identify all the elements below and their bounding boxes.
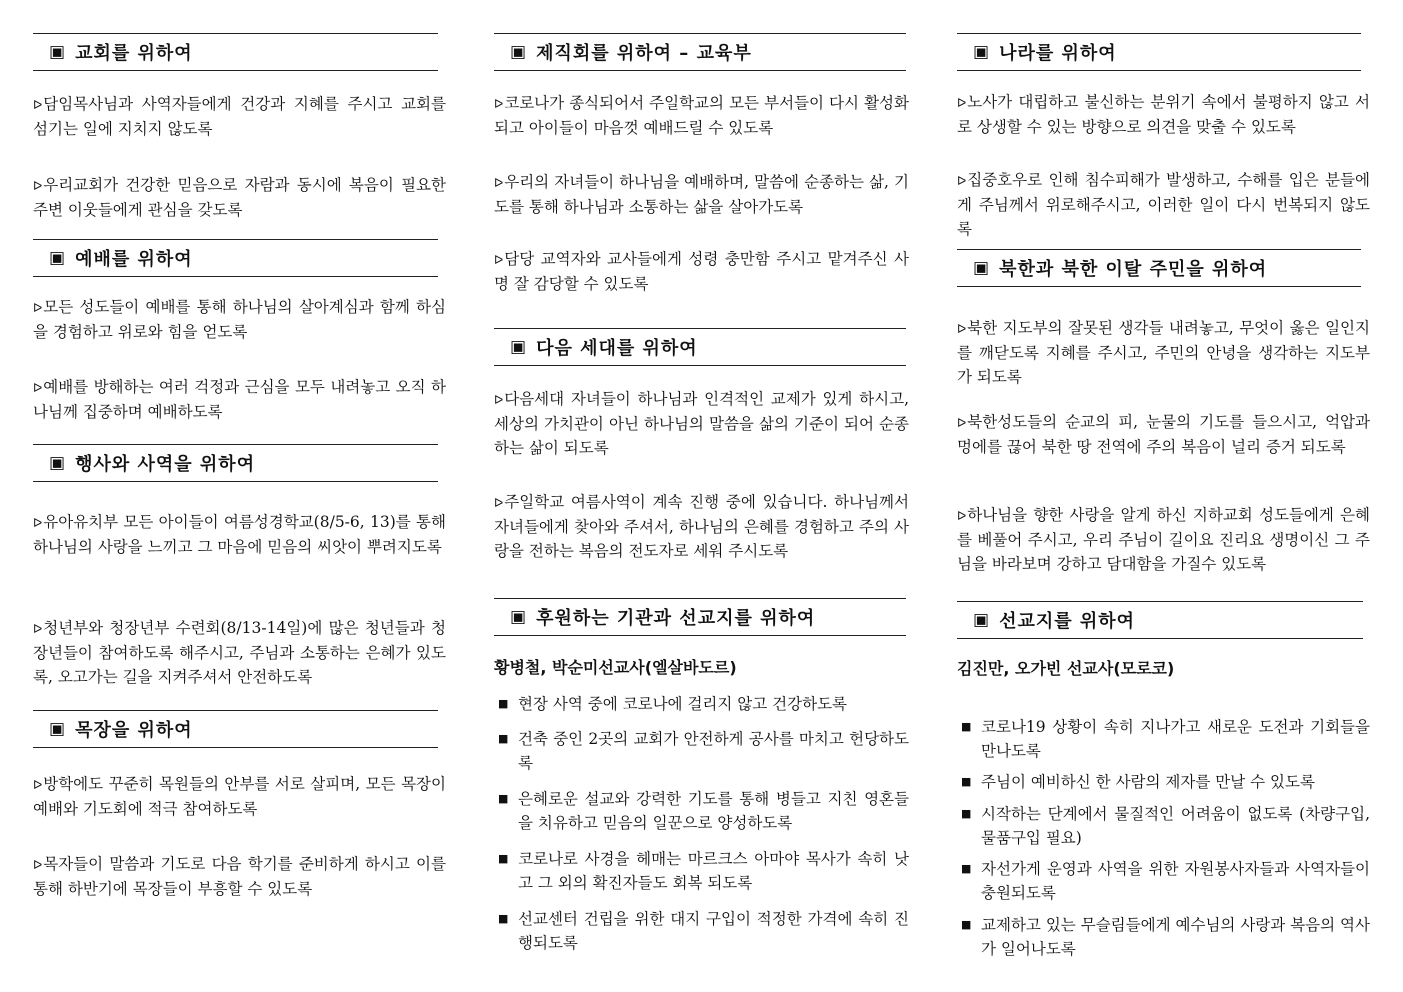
- section-title: 행사와 사역을 위하여: [75, 454, 256, 475]
- prayer-item: ᐅ방학에도 꾸준히 목원들의 안부를 서로 살피며, 모든 목장이 예배와 기도회에 적극 참여하도록: [33, 775, 446, 818]
- bullet-icon: ■: [961, 862, 972, 875]
- section-mark-icon: ▣: [49, 718, 66, 739]
- arrow-icon: ᐅ: [494, 393, 504, 407]
- section-mark-icon: ▣: [49, 247, 66, 268]
- section-title: 목장을 위하여: [75, 720, 193, 741]
- bullet-icon: ■: [961, 807, 972, 820]
- section-title: 북한과 북한 이탈 주민을 위하여: [999, 259, 1268, 280]
- arrow-icon: ᐅ: [957, 174, 967, 188]
- arrow-icon: ᐅ: [33, 301, 43, 315]
- section-header-next-gen: [494, 328, 906, 366]
- prayer-item: ᐅ목자들이 말씀과 기도로 다음 학기를 준비하게 하시고 이를 통해 하반기에 목장들이 부흥할 수 있도록: [33, 855, 446, 898]
- prayer-item: ᐅ하나님을 향한 사랑을 알게 하신 지하교회 성도들에게 은혜를 베풀어 주시고, 우리 주님이 길이요 진리요 생명이신 그 주님을 바라보며 강하고 담대함을 가질수 있도록: [957, 506, 1370, 573]
- arrow-icon: ᐅ: [957, 509, 967, 523]
- bullet-icon: ■: [961, 775, 972, 788]
- section-header-deacons: [494, 33, 906, 71]
- arrow-icon: ᐅ: [494, 176, 504, 190]
- prayer-item: ᐅ북한 지도부의 잘못된 생각들 내려놓고, 무엇이 옳은 일인지를 깨닫도록 지혜를 주시고, 주민의 안녕을 생각하는 지도부가 되도록: [957, 319, 1370, 386]
- prayer-item: ᐅ우리교회가 건강한 믿음으로 자람과 동시에 복음이 필요한 주변 이웃들에게 관심을 갖도록: [33, 176, 446, 219]
- bullet-icon: ■: [961, 918, 972, 931]
- prayer-item: ᐅ노사가 대립하고 불신하는 분위기 속에서 불평하지 않고 서로 상생할 수 있는 방향으로 의견을 맞출 수 있도록: [957, 93, 1370, 136]
- prayer-item: ᐅ집중호우로 인해 침수피해가 발생하고, 수해를 입은 분들에게 주님께서 위로해주시고, 이러한 일이 다시 번복되지 않도록: [957, 171, 1370, 238]
- section-mark-icon: ▣: [973, 257, 990, 278]
- section-header-north-korea: [957, 249, 1361, 287]
- arrow-icon: ᐅ: [494, 97, 504, 111]
- arrow-icon: ᐅ: [33, 179, 43, 193]
- arrow-icon: ᐅ: [33, 381, 43, 395]
- section-header-events: [33, 444, 438, 482]
- list-item: ■ 코로나로 사경을 헤매는 마르크스 아마야 목사가 속히 낫고 그 외의 확진자들도 회복 되도록: [494, 847, 909, 895]
- section-mark-icon: ▣: [510, 336, 527, 357]
- section-header-mission-field: [957, 601, 1363, 639]
- arrow-icon: ᐅ: [957, 416, 967, 430]
- section-mark-icon: ▣: [510, 606, 527, 627]
- prayer-item: ᐅ담당 교역자와 교사들에게 성령 충만함 주시고 맡겨주신 사명 잘 감당할 수 있도록: [494, 250, 909, 293]
- arrow-icon: ᐅ: [33, 858, 43, 872]
- section-header-nation: [957, 33, 1361, 71]
- arrow-icon: ᐅ: [33, 622, 43, 636]
- arrow-icon: ᐅ: [494, 496, 504, 510]
- missionary-name: 김진만, 오가빈 선교사(모로코): [957, 659, 1175, 678]
- list-item: ■ 건축 중인 2곳의 교회가 안전하게 공사를 마치고 헌당하도록: [494, 727, 909, 775]
- section-mark-icon: ▣: [510, 41, 527, 62]
- missionary-name: 황병철, 박순미선교사(엘살바도르): [494, 658, 737, 677]
- arrow-icon: ᐅ: [33, 98, 43, 112]
- bullet-icon: ■: [961, 720, 972, 733]
- section-mark-icon: ▣: [49, 452, 66, 473]
- prayer-item: ᐅ청년부와 청장년부 수련회(8/13-14일)에 많은 청년들과 청장년들이 참여하도록 해주시고, 주님과 소통하는 은혜가 있도록, 오고가는 길을 지켜주셔서 안전하도록: [33, 619, 446, 686]
- section-title: 제직회를 위하여 – 교육부: [536, 43, 752, 64]
- prayer-item: ᐅ코로나가 종식되어서 주일학교의 모든 부서들이 다시 활성화 되고 아이들이 마음껏 예배드릴 수 있도록: [494, 94, 909, 137]
- list-item: ■ 선교센터 건립을 위한 대지 구입이 적정한 가격에 속히 진행되도록: [494, 907, 909, 955]
- list-item: ■ 주님이 예비하신 한 사람의 제자를 만날 수 있도록: [957, 770, 1370, 794]
- section-title: 선교지를 위하여: [999, 611, 1136, 632]
- section-mark-icon: ▣: [973, 41, 990, 62]
- section-header-supported-missions: [494, 598, 906, 636]
- bullet-icon: ■: [498, 912, 509, 925]
- section-title: 예배를 위하여: [75, 249, 193, 270]
- arrow-icon: ᐅ: [33, 516, 43, 530]
- list-item: ■ 자선가게 운영과 사역을 위한 자원봉사자들과 사역자들이 충원되도록: [957, 857, 1370, 905]
- section-title: 다음 세대를 위하여: [536, 338, 698, 359]
- bullet-icon: ■: [498, 792, 509, 805]
- list-item: ■ 교제하고 있는 무슬림들에게 예수님의 사랑과 복음의 역사가 일어나도록: [957, 913, 1370, 961]
- list-item: ■ 시작하는 단계에서 물질적인 어려움이 없도록 (차량구입, 물품구입 필요): [957, 802, 1370, 850]
- prayer-item: ᐅ우리의 자녀들이 하나님을 예배하며, 말씀에 순종하는 삶, 기도를 통해 하나님과 소통하는 삶을 살아가도록: [494, 173, 909, 216]
- section-header-worship: [33, 239, 438, 277]
- bullet-icon: ■: [498, 732, 509, 745]
- prayer-item: ᐅ북한성도들의 순교의 피, 눈물의 기도를 들으시고, 억압과 멍에를 끊어 북한 땅 전역에 주의 복음이 널리 증거 되도록: [957, 413, 1370, 456]
- section-title: 교회를 위하여: [75, 43, 193, 64]
- arrow-icon: ᐅ: [957, 96, 967, 110]
- prayer-item: ᐅ다음세대 자녀들이 하나님과 인격적인 교제가 있게 하시고, 세상의 가치관이 아닌 하나님의 말씀을 삶의 기준이 되어 순종하는 삶이 되도록: [494, 390, 909, 457]
- section-title: 나라를 위하여: [999, 43, 1117, 64]
- section-header-cell: [33, 710, 438, 748]
- list-item: ■ 은혜로운 설교와 강력한 기도를 통해 병들고 지친 영혼들을 치유하고 믿음의 일꾼으로 양성하도록: [494, 787, 909, 835]
- section-title: 후원하는 기관과 선교지를 위하여: [536, 608, 816, 629]
- prayer-item: ᐅ주일학교 여름사역이 계속 진행 중에 있습니다. 하나님께서 자녀들에게 찾아와 주셔서, 하나님의 은혜를 경험하고 주의 사랑을 전하는 복음의 전도자로 세워 주시도록: [494, 493, 909, 560]
- bullet-icon: ■: [498, 697, 509, 710]
- section-header-church: [33, 33, 438, 71]
- prayer-item: ᐅ예배를 방해하는 여러 걱정과 근심을 모두 내려놓고 오직 하나님께 집중하며 예배하도록: [33, 378, 446, 421]
- arrow-icon: ᐅ: [957, 322, 967, 336]
- section-mark-icon: ▣: [49, 41, 66, 62]
- list-item: ■ 현장 사역 중에 코로나에 걸리지 않고 건강하도록: [494, 692, 909, 716]
- section-mark-icon: ▣: [973, 609, 990, 630]
- prayer-item: ᐅ모든 성도들이 예배를 통해 하나님의 살아계심과 함께 하심을 경험하고 위로와 힘을 얻도록: [33, 298, 446, 341]
- arrow-icon: ᐅ: [494, 253, 504, 267]
- bullet-icon: ■: [498, 852, 509, 865]
- arrow-icon: ᐅ: [33, 778, 43, 792]
- prayer-item: ᐅ유아유치부 모든 아이들이 여름성경학교(8/5-6, 13)를 통해 하나님의 사랑을 느끼고 그 마음에 믿음의 씨앗이 뿌려지도록: [33, 513, 446, 556]
- list-item: ■ 코로나19 상황이 속히 지나가고 새로운 도전과 기회들을 만나도록: [957, 715, 1370, 763]
- prayer-item: ᐅ담임목사님과 사역자들에게 건강과 지혜를 주시고 교회를 섬기는 일에 지치지 않도록: [33, 95, 446, 138]
